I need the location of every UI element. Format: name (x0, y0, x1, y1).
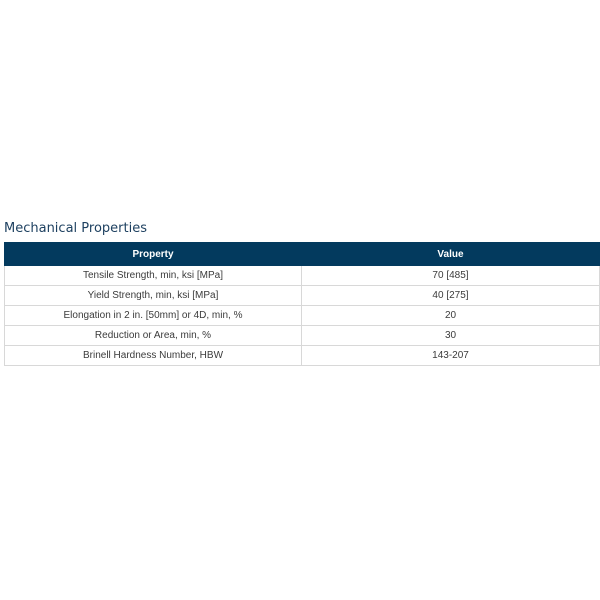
property-cell: Brinell Hardness Number, HBW (5, 346, 302, 366)
section-title: Mechanical Properties (4, 221, 147, 236)
table-row (5, 286, 600, 306)
table-row (5, 326, 600, 346)
table-row (5, 306, 600, 326)
value-cell: 30 (302, 326, 600, 346)
mechanical-properties-section (4, 220, 597, 366)
table-row (5, 346, 600, 366)
property-cell: Yield Strength, min, ksi [MPa] (5, 286, 302, 306)
value-cell: 40 [275] (302, 286, 600, 306)
value-cell: 70 [485] (302, 266, 600, 286)
property-cell: Tensile Strength, min, ksi [MPa] (5, 266, 302, 286)
table-header-row (5, 243, 600, 266)
property-cell: Reduction or Area, min, % (5, 326, 302, 346)
column-header-property: Property (5, 243, 302, 266)
value-cell: 20 (302, 306, 600, 326)
mechanical-properties-table (4, 242, 600, 366)
property-cell: Elongation in 2 in. [50mm] or 4D, min, % (5, 306, 302, 326)
value-cell: 143-207 (302, 346, 600, 366)
column-header-value: Value (302, 243, 600, 266)
table-row (5, 266, 600, 286)
